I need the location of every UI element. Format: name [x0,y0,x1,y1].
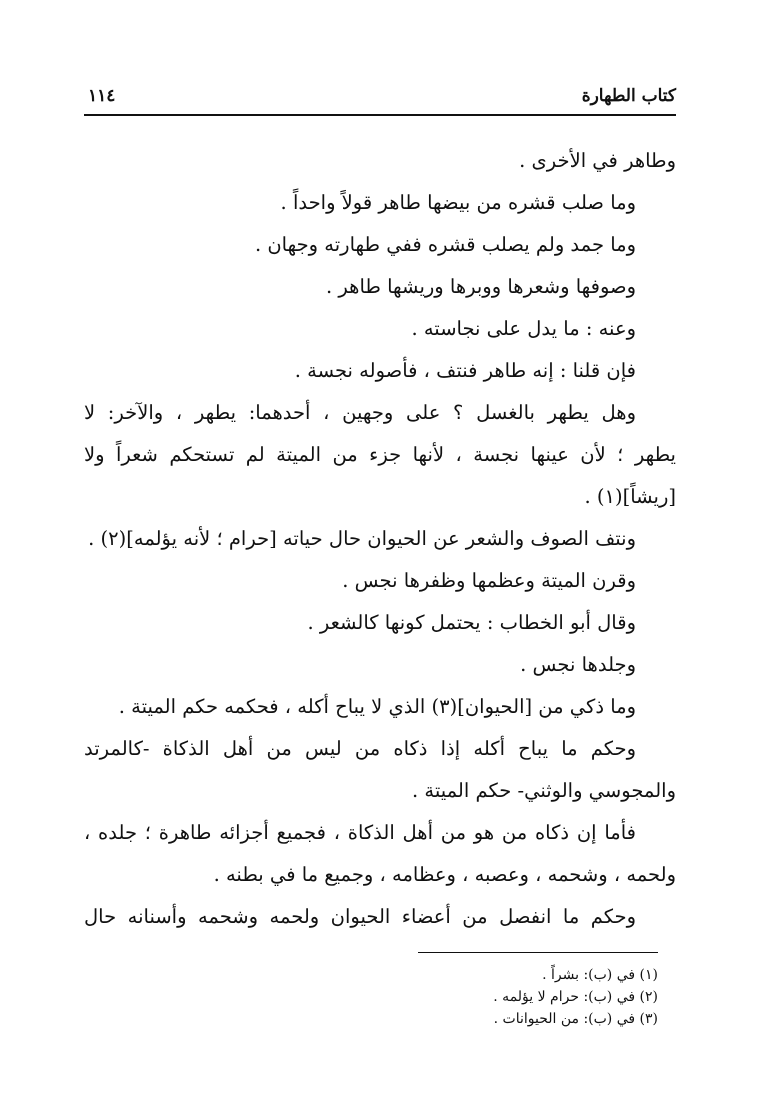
text-line: فإن قلنا : إنه طاهر فنتف ، فأصوله نجسة . [294,359,636,382]
text-line: وصوفها وشعرها ووبرها وريشها طاهر . [326,275,636,298]
text-line: وحكم ما انفصل من أعضاء الحيوان ولحمه وشحمه وأسنانه حال [84,905,636,928]
text-line: وعنه : ما يدل على نجاسته . [411,317,636,340]
footnote: (١) في (ب): بشراً . [542,967,658,983]
text-line: ولحمه ، وشحمه ، وعصبه ، وعظامه ، وجميع ما في بطنه . [213,863,676,886]
footnote: (٢) في (ب): حرام لا يؤلمه . [493,989,658,1005]
text-line: فأما إن ذكاه من هو من أهل الذكاة ، فجميع أجزائه طاهرة ؛ جلده ، [84,821,636,844]
text-line: ونتف الصوف والشعر عن الحيوان حال حياته [حرام ؛ لأنه يؤلمه](٢) . [88,527,636,550]
text-line: وقرن الميتة وعظمها وظفرها نجس . [342,569,636,592]
text-line: وجلدها نجس . [520,653,636,676]
page-header [84,80,676,116]
header-rule [84,114,676,116]
main-text [84,140,676,938]
footnotes [320,964,658,1030]
text-line: وما جمد ولم يصلب قشره ففي طهارته وجهان . [254,233,636,256]
text-line: وطاهر في الأخرى . [519,149,676,172]
footnote-separator [418,952,658,953]
page-number: ١١٤ [88,86,116,106]
chapter-title: كتاب الطهارة [581,86,676,106]
text-line: والمجوسي والوثني- حكم الميتة . [412,779,676,802]
text-line: وما صلب قشره من بيضها طاهر قولاً واحداً . [280,191,636,214]
text-line: يطهر ؛ لأن عينها نجسة ، لأنها جزء من الميتة لم تستحكم شعراً ولا [84,443,676,466]
footnote: (٣) في (ب): من الحيوانات . [493,1011,658,1027]
text-line: وما ذكي من [الحيوان](٣) الذي لا يباح أكله ، فحكمه حكم الميتة . [118,695,636,718]
text-line: [ريشاً](١) . [584,485,676,508]
text-line: وحكم ما يباح أكله إذا ذكاه من ليس من أهل الذكاة -كالمرتد [84,737,636,760]
text-line: وقال أبو الخطاب : يحتمل كونها كالشعر . [307,611,636,634]
text-line: وهل يطهر بالغسل ؟ على وجهين ، أحدهما: يطهر ، والآخر: لا [84,401,636,424]
